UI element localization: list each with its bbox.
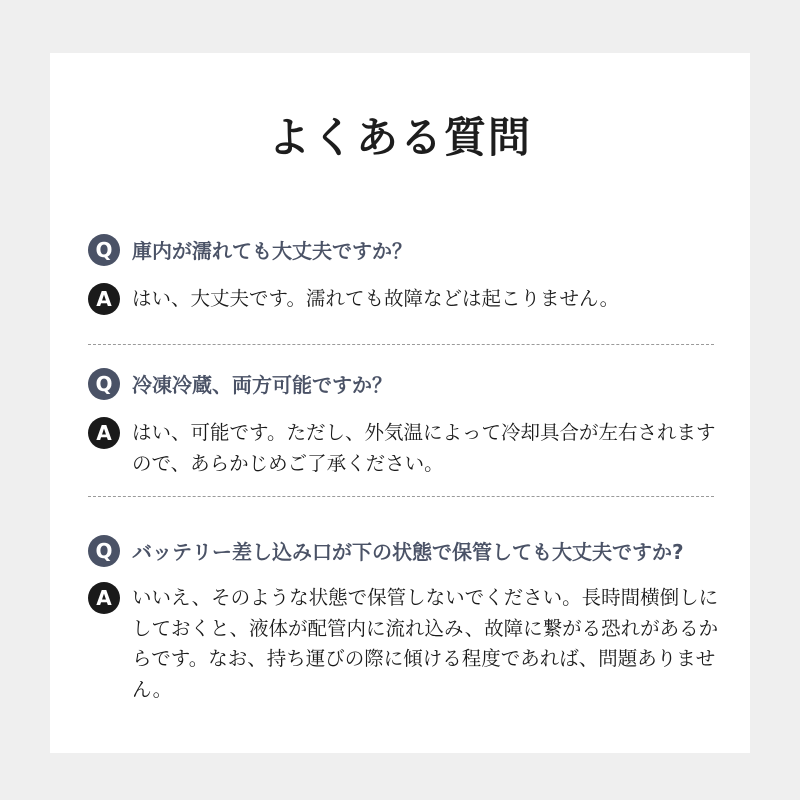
divider [88,496,714,497]
question-text: バッテリー差し込み口が下の状態で保管しても大丈夫ですか? [132,540,684,564]
answer-row [88,583,728,705]
question-row [88,370,728,400]
answer-text: いいえ、そのような状態で保管しないでください。長時間横倒しにしておくと、液体が配管内に流れ込み、故障に繋がる恐れがあるからです。なお、持ち運びの際に傾ける程度であれば、問題ありません。 [132,586,719,701]
faq-item-2 [88,370,728,479]
question-badge: Q [88,368,120,400]
answer-badge: A [88,582,120,614]
page-title: よくある質問 [267,113,532,162]
question-text: 冷凍冷蔵、両方可能ですか？ [132,373,392,397]
divider [88,344,714,345]
answer-row [88,418,728,479]
answer-row [88,284,728,315]
question-row [88,537,728,567]
answer-badge: A [88,283,120,315]
question-badge: Q [88,234,120,266]
faq-card [50,53,750,753]
answer-text: はい、可能です。ただし、外気温によって冷却具合が左右されますので、あらかじめご了承ください。 [132,421,716,475]
question-badge: Q [88,535,120,567]
answer-badge: A [88,417,120,449]
question-row [88,236,728,266]
faq-item-1 [88,236,728,315]
answer-text: はい、大丈夫です。濡れても故障などは起こりません。 [132,287,620,310]
question-text: 庫内が濡れても大丈夫ですか？ [132,239,412,263]
faq-item-3 [88,537,728,705]
